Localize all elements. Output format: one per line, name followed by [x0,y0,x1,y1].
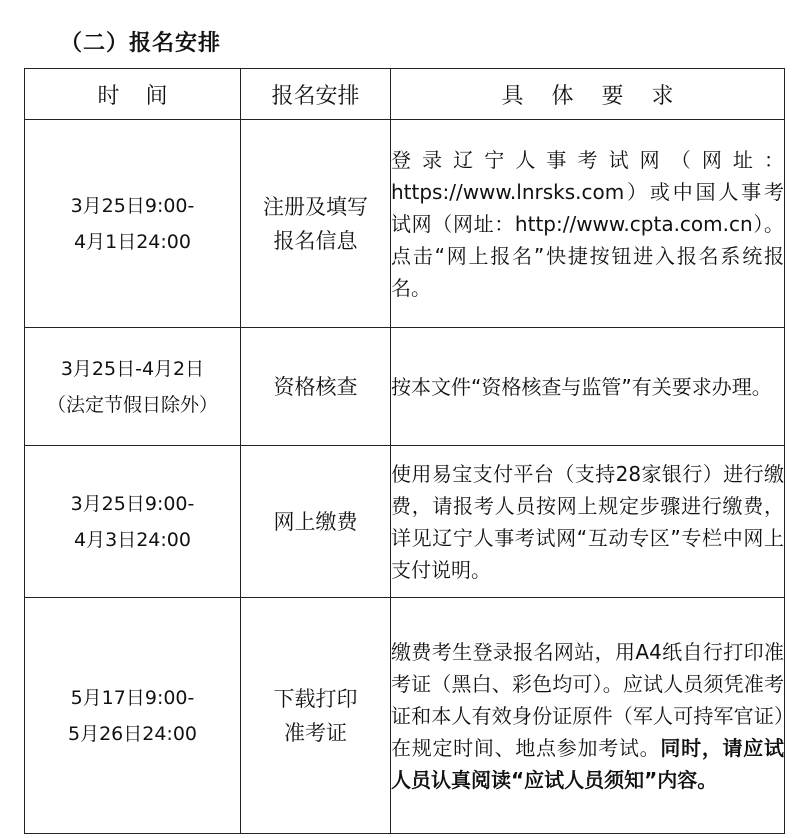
arrangement-line1: 资格核查 [273,374,358,399]
arrangement-line1: 下载打印 [273,686,358,711]
time-end: 5月26日24:00 [67,722,198,745]
requirement-text: 登录辽宁人事考试网（网址：https://www.lnrsks.com）或中国人事考试网（网址：http://www.cpta.com.cn）。点击“网上报名”快捷按钮进入报名系统报名。 [391,147,784,300]
time-start: 3月25日-4月2日 [60,357,205,380]
row-requirement [391,446,785,598]
row-arrangement [241,328,391,446]
arrangement-line1: 注册及填写 [263,194,368,219]
arrangement-line2: 准考证 [284,720,347,745]
row-requirement [391,598,785,834]
arrangement-line2: 报名信息 [273,228,358,253]
row-requirement [391,120,785,328]
time-end: 4月1日24:00 [74,230,191,253]
row-time [25,446,241,598]
requirement-bold-notice: 同时，请应试人员认真阅读“应试人员须知”内容。 [391,735,785,792]
registration-schedule-table [24,68,785,834]
table-row [25,598,785,834]
time-start: 3月25日9:00- [70,492,195,515]
row-requirement [391,328,785,446]
arrangement-line1: 网上缴费 [273,509,358,534]
row-arrangement [241,598,391,834]
time-note: （法定节假日除外） [46,393,218,416]
row-arrangement [241,446,391,598]
requirement-text: 使用易宝支付平台（支持28家银行）进行缴费，请报考人员按网上规定步骤进行缴费，详见辽宁人事考试网“互动专区”专栏中网上支付说明。 [391,461,784,582]
header-requirements: 具体要求 [391,69,785,120]
header-arrangement: 报名安排 [241,69,391,120]
time-start: 5月17日9:00- [70,686,195,709]
time-end: 4月3日24:00 [74,528,191,551]
row-time [25,328,241,446]
row-arrangement [241,120,391,328]
table-row [25,120,785,328]
requirement-text: 缴费考生登录报名网站，用A4纸自行打印准考证（黑白、彩色均可）。应试人员须凭准考证和本人有效身份证原件（军人可持军官证）在规定时间、地点参加考试。 [391,639,784,760]
requirement-text: 按本文件“资格核查与监管”有关要求办理。 [391,374,772,399]
row-time [25,598,241,834]
table-header-row [25,69,785,120]
row-time [25,120,241,328]
table-row [25,446,785,598]
section-heading: （二）报名安排 [60,31,222,56]
header-time: 时间 [25,69,241,120]
table-row [25,328,785,446]
time-start: 3月25日9:00- [70,194,195,217]
